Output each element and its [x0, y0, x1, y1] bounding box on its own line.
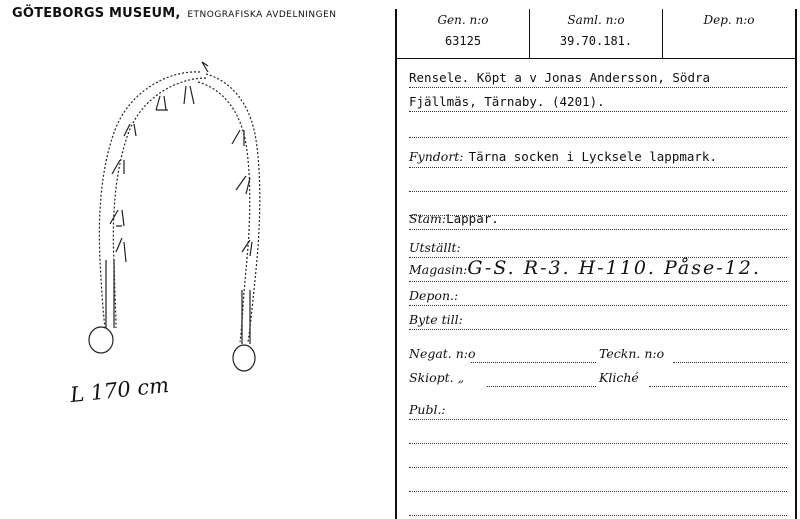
utstallt-label: Utställt:: [409, 240, 461, 255]
skiopt-label: Skiopt. „: [409, 370, 465, 385]
description-row-2: [409, 89, 787, 112]
magasin-row: [409, 259, 787, 282]
negat-teckn-row: [409, 341, 787, 363]
utstallt-row: [409, 235, 787, 258]
saml-number-label: Saml. n:o: [567, 13, 625, 27]
gen-number-label: Gen. n:o: [437, 13, 489, 27]
publ-row: [409, 397, 787, 420]
publ-blank-row-4: [409, 493, 787, 516]
publ-blank-row-3: [409, 469, 787, 492]
blank-row: [409, 115, 787, 138]
byte-label: Byte till:: [409, 312, 463, 327]
description-line-2: Fjällmäs, Tärnaby. (4201).: [409, 94, 605, 109]
gen-number-cell: [397, 9, 530, 58]
description-line-1: Rensele. Köpt a v Jonas Andersson, Södra: [409, 70, 711, 85]
length-note: L 170 cm: [69, 372, 171, 408]
kliche-label: Kliché: [599, 370, 639, 385]
depon-label: Depon.:: [409, 288, 459, 303]
stam-label: Stam:: [409, 211, 447, 226]
dep-number-cell: [663, 9, 795, 58]
museum-name: GÖTEBORGS MUSEUM,: [12, 6, 181, 21]
fyndort-value: Tärna socken i Lycksele lappmark.: [468, 149, 717, 164]
catalog-card: [395, 9, 797, 519]
fyndort-label: Fyndort:: [409, 149, 464, 164]
fyndort-blank-row-1: [409, 169, 787, 192]
publ-label: Publ.:: [409, 402, 446, 417]
magasin-label: Magasin:: [409, 262, 468, 277]
dep-number-label: Dep. n:o: [703, 13, 755, 27]
museum-header: [12, 6, 337, 21]
department-name: ETNOGRAFISKA AVDELNINGEN: [187, 10, 337, 20]
stam-value: Lappar.: [446, 211, 499, 226]
fyndort-row: [409, 145, 787, 168]
teckn-label: Teckn. n:o: [599, 346, 665, 361]
card-body: [409, 65, 787, 485]
description-row-1: [409, 65, 787, 88]
depon-row: [409, 283, 787, 306]
reindeer-harness-drawing: [60, 60, 280, 380]
skiopt-kliche-row: [409, 365, 787, 387]
gen-number-value: 63125: [444, 34, 482, 48]
magasin-value: G-S. R-3. H-110. Påse-12.: [467, 257, 761, 279]
negat-label: Negat. n:o: [409, 346, 476, 361]
saml-number-value: 39.70.181.: [559, 34, 633, 48]
publ-blank-row-1: [409, 421, 787, 444]
byte-row: [409, 307, 787, 330]
publ-blank-row-2: [409, 445, 787, 468]
card-header-row: [397, 9, 795, 59]
stam-row: [409, 207, 787, 230]
saml-number-cell: [530, 9, 663, 58]
